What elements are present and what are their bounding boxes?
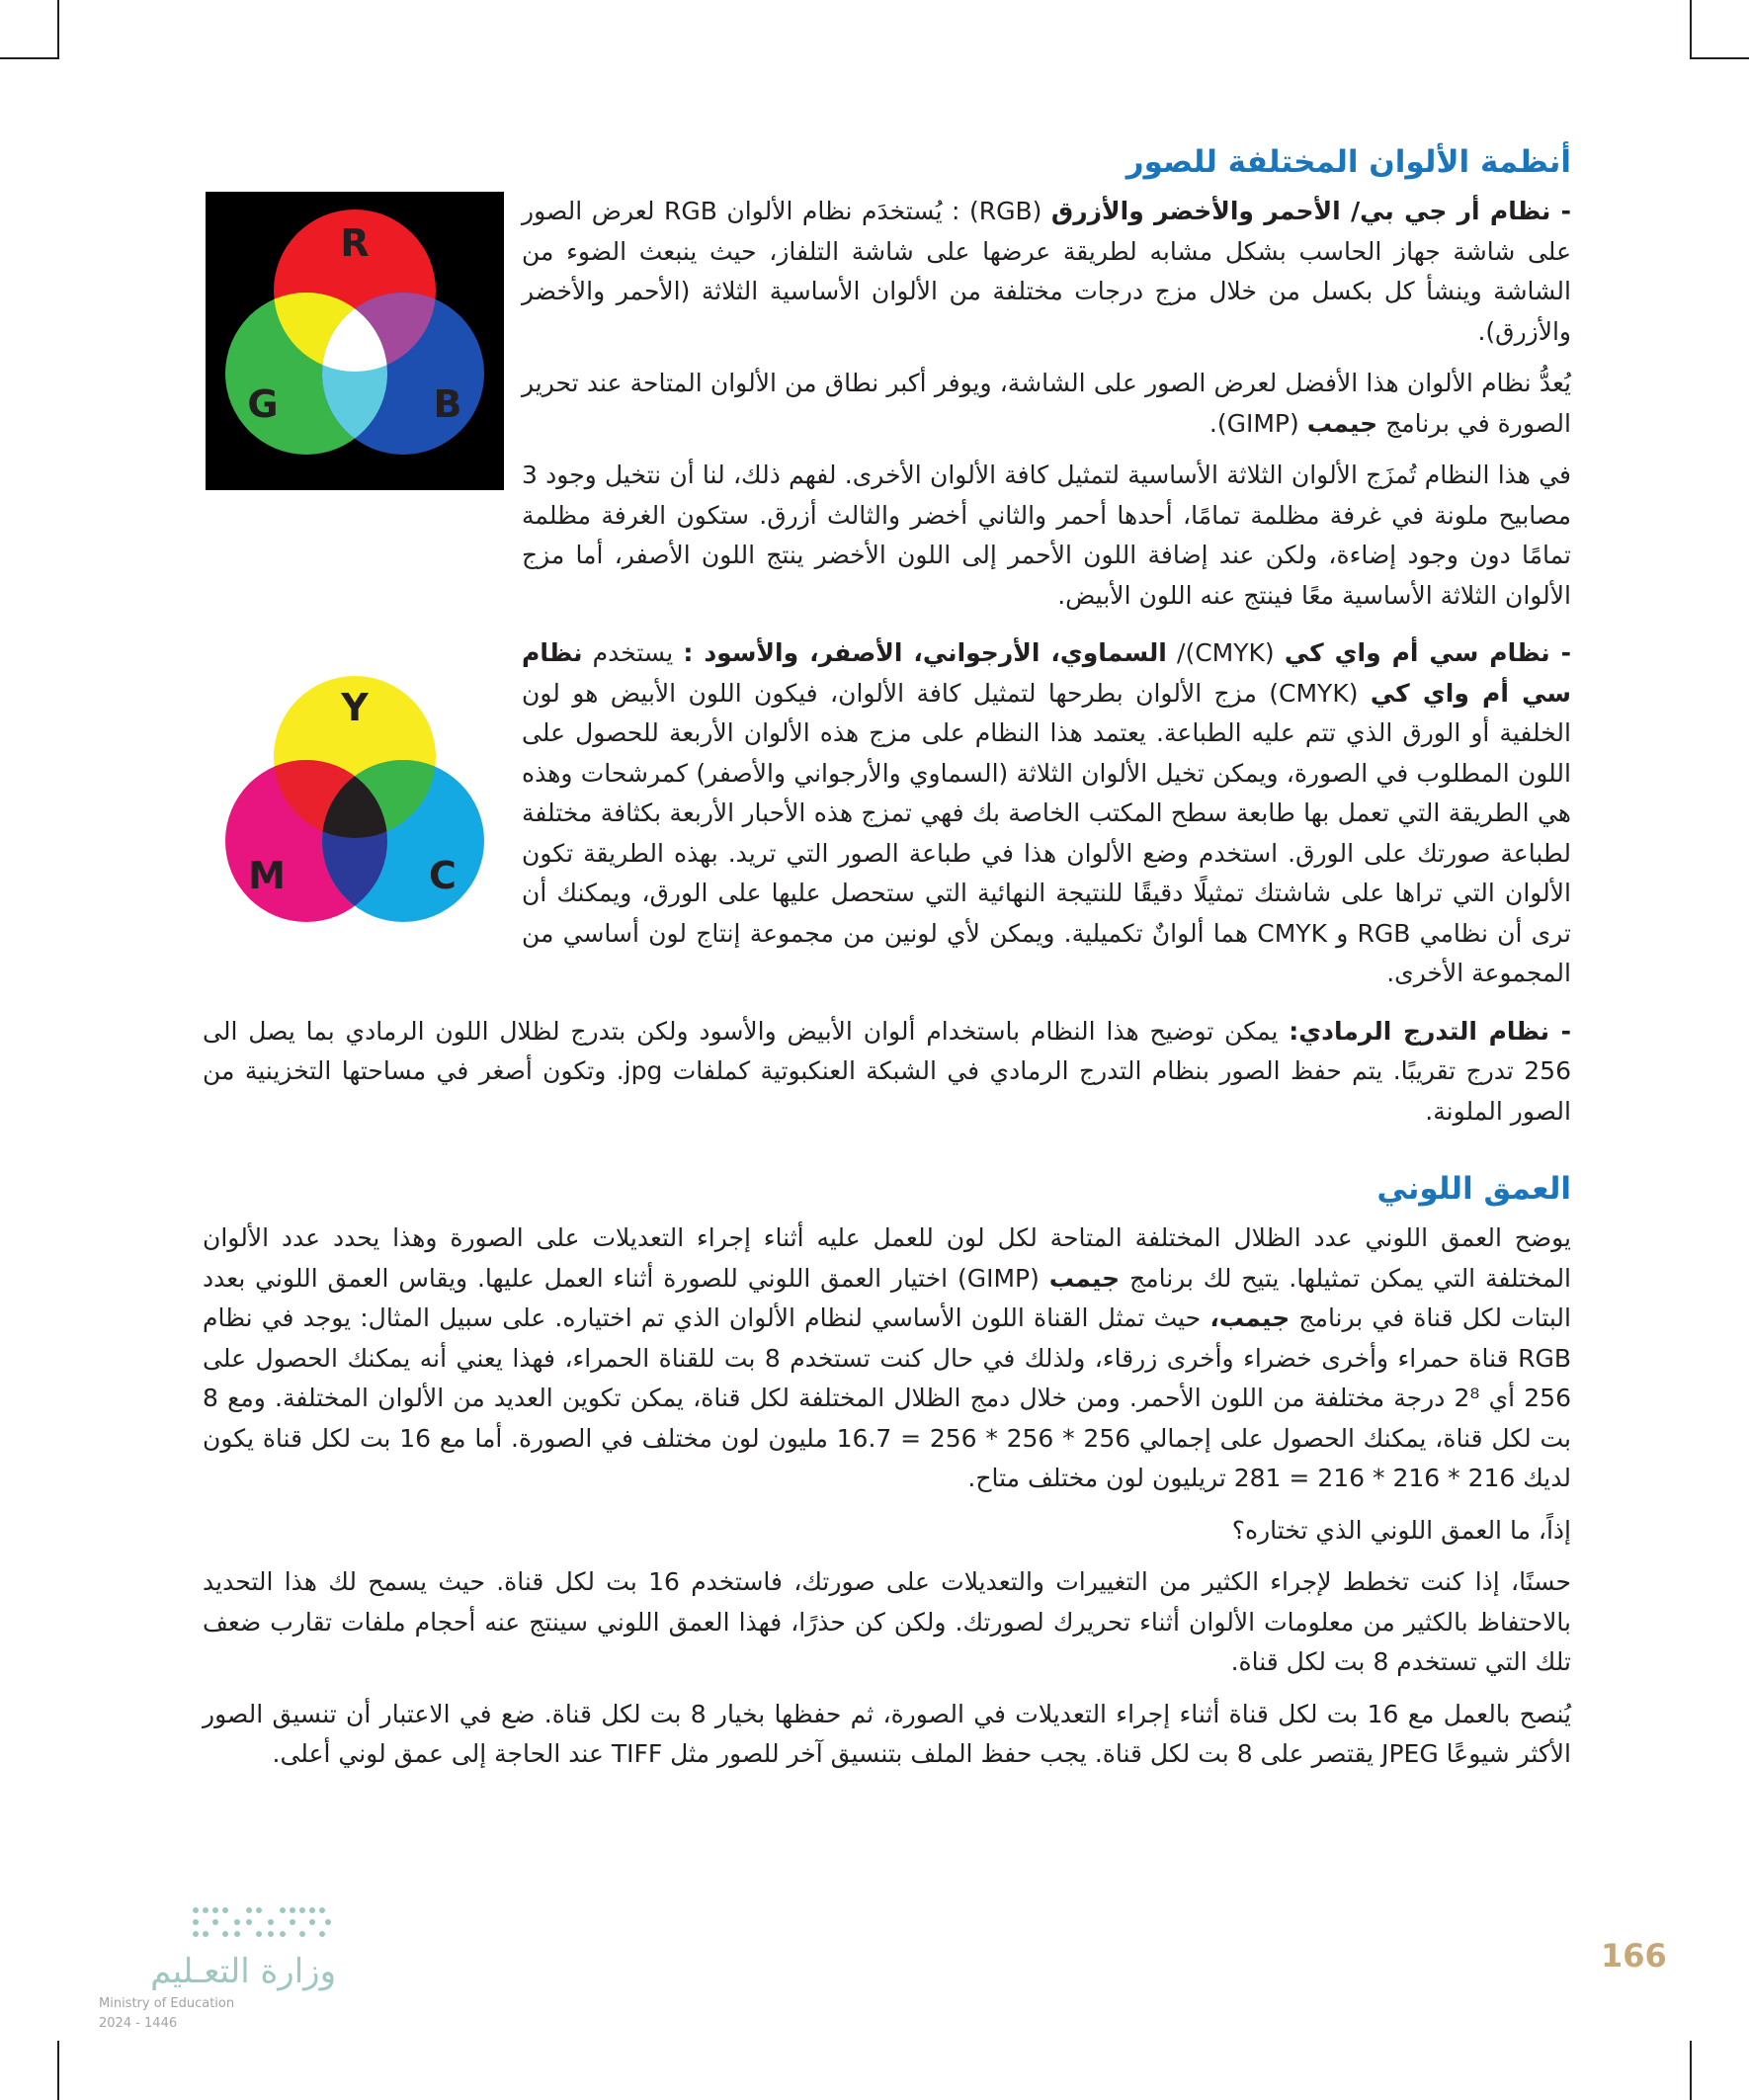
label-r: R <box>340 221 370 265</box>
label-m: M <box>248 854 286 897</box>
section-title-color-depth: العمق اللوني <box>1376 1171 1571 1207</box>
page-number: 166 <box>1601 1937 1667 1974</box>
cmyk-section <box>203 633 1571 1006</box>
cmyk-paragraph: - نظام سي أم واي كي (CMYK)/ السماوي، الأرجواني، الأصفر، والأسود : يستخدم نظام سي أم واي كي (CMYK) مزج الألوان بطرحها لتمثيل كافة الألوان، فيكون اللون الأبيض هو لون الخلفية أو الورق الذي تتم عليه الطباعة. يعتمد هذا النظام على مزج هذه الألوان الأربعة للحصول على اللون المطلوب في الصورة، ويمكن تخيل الألوان الثلاثة (السماوي والأرجواني والأصفر) كمرشحات وهذه هي الطريقة التي تعمل بها طابعة سطح المكتب الخاصة بك فهي تمزج هذه الأحبار الأربعة بكثافة مختلفة لطباعة صورتك على الورق. استخدم وضع الألوان هذا في طباعة الصور التي تريد. بهذه الطريقة تكون الألوان التي تراها على شاشتك تمثيلًا دقيقًا للنتيجة النهائية التي ستحصل عليها على الورق، ويمكنك أن ترى أن نظامي RGB و CMYK هما ألوانٌ تكميلية. ويمكن لأي لونين من مجموعة إنتاج لون أساسي من المجموعة الأخرى. <box>522 638 1572 987</box>
label-y: Y <box>341 686 369 729</box>
rgb-figure <box>203 192 504 490</box>
cmyk-text <box>522 633 1571 1006</box>
rgb-lead: - نظام أر جي بي/ الأحمر والأخضر والأزرق <box>1050 197 1571 225</box>
color-depth-paragraph-3: حسنًا، إذا كنت تخطط لإجراء الكثير من التغييرات والتعديلات على صورتك، فاستخدم 16 بت لكل قناة. حيث يسمح لك هذا التحديد بالاحتفاظ بالكثير من معلومات الألوان أثناء تحريرك لصورتك. ولكن كن حذرًا، فهذا العمق اللوني سينتج عنه أحجام ملفات تقارب ضعف تلك التي تستخدم 8 بت لكل قناة. <box>203 1567 1571 1676</box>
label-c: C <box>429 854 457 897</box>
logo-dots-icon <box>188 1902 336 1942</box>
page-content <box>203 138 1571 1787</box>
color-depth-paragraph-4: يُنصح بالعمل مع 16 بت لكل قناة أثناء إجراء التعديلات في الصورة، ثم حفظها بخيار 8 بت لكل قناة. ضع في الاعتبار أن تنسيق الصور الأكثر شيوعًا JPEG يقتصر على 8 بت لكل قناة. يجب حفظ الملف بتنسيق آخر للصور مثل TIFF عند الحاجة إلى عمق لوني أعلى. <box>203 1699 1572 1768</box>
crop-mark <box>57 0 59 59</box>
grayscale-paragraph: - نظام التدرج الرمادي: يمكن توضيح هذا النظام باستخدام ألوان الأبيض والأسود ولكن بتدرج لظلال اللون الرمادي بما يصل الى 256 تدرج تقريبًا. يتم حفظ الصور بنظام التدرج الرمادي في الشبكة العنكبوتية كملفات jpg. وتكون أصغر في مساحتها التخزينية من الصور الملونة. <box>203 1016 1571 1126</box>
crop-mark <box>0 57 59 59</box>
label-g: G <box>247 382 279 426</box>
cmyk-figure <box>203 633 504 950</box>
rgb-text <box>522 192 1571 628</box>
rgb-paragraph-3: في هذا النظام تُمزَج الألوان الثلاثة الأساسية لتمثيل كافة الألوان الأخرى. لفهم ذلك، لنا أن نتخيل وجود 3 مصابيح ملونة في غرفة مظلمة تمامًا، أحدها أحمر والثاني أخضر والثالث أزرق. ستكون الغرفة مظلمة تمامًا دون وجود إضاءة، ولكن عند إضافة اللون الأحمر إلى اللون الأخضر ينتج اللون الأصفر، أما مزج الألوان الثلاثة الأساسية معًا فينتج عنه اللون الأبيض. <box>522 461 1571 610</box>
color-depth-paragraph-1: يوضح العمق اللوني عدد الظلال المختلفة المتاحة لكل لون للعمل عليه أثناء إجراء التعديلات على الصورة وهذا يحدد عدد الألوان المختلفة التي يمكن تمثيلها. يتيح لك برنامج جيمب (GIMP) اختيار العمق اللوني للصورة أثناء العمل عليها. ويقاس العمق اللوني بعدد البتات لكل قناة في برنامج جيمب، حيث تمثل القناة اللون الأساسي لنظام الألوان الذي تم اختياره. على سبيل المثال: يوجد في نظام RGB قناة حمراء وأخرى خضراء وأخرى زرقاء، ولذلك في حال كنت تستخدم 8 بت للقناة الحمراء، فهذا يعني أنه يمكنك الحصول على 256 أي 2⁸ درجة مختلفة من اللون الأحمر. ومن خلال دمج الظلال المختلفة لكل قناة، يمكن تكوين العديد من الألوان المختلفة. ومع 8 بت لكل قناة، يمكنك الحصول على إجمالي 256 * 256 * 256 = 16.7 مليون لون مختلف في الصورة. أما مع 16 بت لكل قناة يكون لديك 216 * 216 * 216 = 281 تريليون لون مختلف متاح. <box>203 1223 1572 1492</box>
rgb-paragraph: - نظام أر جي بي/ الأحمر والأخضر والأزرق (RGB) : يُستخدَم نظام الألوان RGB لعرض الصور على شاشة جهاز الحاسب بشكل مشابه لطريقة عرضها على شاشة التلفاز، حيث ينبعث الضوء من الشاشة وينشأ كل بكسل من خلال مزج درجات مختلفة من الألوان الأساسية الثلاثة (الأحمر والأخضر والأزرق). <box>522 197 1571 346</box>
ministry-name-arabic: وزارة التعـليم <box>150 1952 336 1991</box>
edition-year: 2024 - 1446 <box>99 2016 178 2031</box>
ministry-logo <box>99 1902 356 2041</box>
crop-mark <box>1690 57 1749 59</box>
ministry-name-english: Ministry of Education <box>99 1996 235 2011</box>
rgb-venn-diagram <box>206 192 504 490</box>
cmyk-venn-diagram <box>206 633 504 950</box>
crop-mark <box>1690 2041 1692 2100</box>
rgb-section <box>203 192 1571 628</box>
rgb-paragraph-2: يُعدُّ نظام الألوان هذا الأفضل لعرض الصور على الشاشة، ويوفر أكبر نطاق من الألوان المتاحة عند تحرير الصورة في برنامج جيمب (GIMP). <box>522 369 1571 438</box>
crop-mark <box>1690 0 1692 59</box>
section-title-color-systems: أنظمة الألوان المختلفة للصور <box>1125 144 1571 180</box>
label-b: B <box>433 382 462 426</box>
color-depth-question: إذاً، ما العمق اللوني الذي تختاره؟ <box>1231 1515 1571 1545</box>
crop-mark <box>57 2041 59 2100</box>
